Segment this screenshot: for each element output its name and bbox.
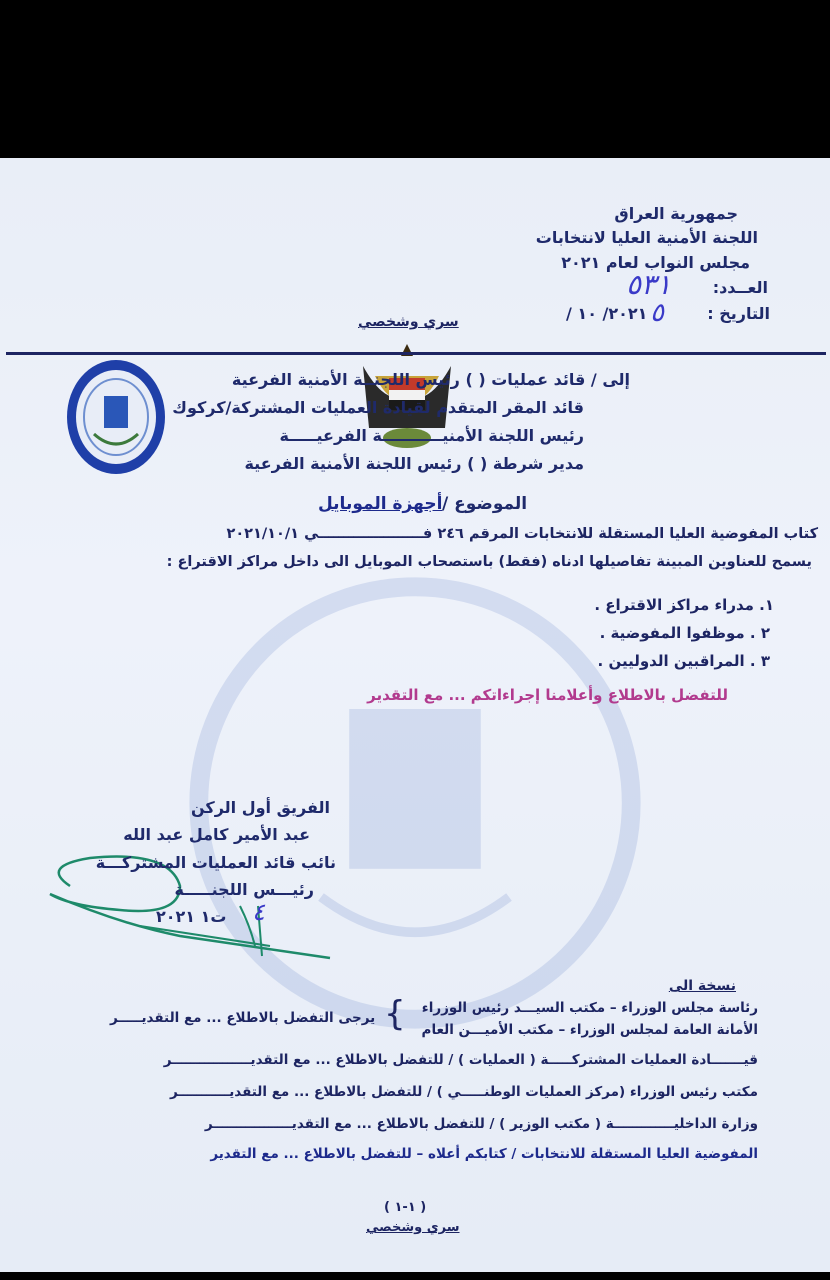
- signatory-title-2: رئيـــس اللجنـــــة: [174, 880, 314, 899]
- list-item-3: ٣ . المراقبين الدوليين .: [597, 652, 770, 670]
- copies-line-3: وزارة الداخليـــــــــــــة ( مكتب الوزير ) / للتفضل بالاطلاع ... مع التقديـــــــــــــــــر: [204, 1116, 758, 1132]
- list-item-1: ١. مدراء مراكز الاقتراع .: [594, 596, 774, 614]
- copies-line-2: مكتب رئيس الوزراء (مركز العمليات الوطنـــــي ) / للتفضل بالاطلاع ... مع التقديـــــــــــر: [170, 1084, 758, 1100]
- page-number: ( ١-١ ): [384, 1200, 427, 1215]
- subject-label: الموضوع /: [442, 494, 528, 514]
- signatory-rank: الفريق أول الركن: [191, 798, 330, 817]
- committee-seal-icon: [64, 356, 168, 478]
- header-committee: اللجنة الأمنية العليا لانتخابات: [535, 228, 758, 247]
- copies-line-4: المفوضية العليا المستقلة للانتخابات / كتابكم أعلاه – للتفضل بالاطلاع ... مع التقدير: [210, 1146, 758, 1162]
- copies-group-line-2: الأمانة العامة لمجلس الوزراء – مكتب الأميـــن العام: [421, 1022, 758, 1038]
- recipient-line-1: إلى / قائد عمليات ( ) رئيس اللجنــة الأمنية الفرعية: [231, 370, 630, 389]
- header-country: جمهورية العراق: [614, 204, 738, 223]
- list-item-2: ٢ . موظفوا المفوضية .: [599, 624, 770, 642]
- copies-line-1: قيـــــــادة العمليات المشتركـــــة ( العمليات ) / للتفضل بالاطلاع ... مع التقديـــــــــــــــــر: [163, 1052, 758, 1068]
- body-line-1: كتاب المفوضية العليا المستقلة للانتخابات المرقم ٢٤٦ فـــــــــــــــــــــي ٢٠٢١/١٠/١: [226, 526, 818, 542]
- signatory-title-1: نائب قائد العمليات المشتركـــة: [95, 853, 336, 872]
- recipient-line-3: رئيس اللجنة الأمنيـــــــــــة الفرعيـــــة: [279, 426, 584, 445]
- classification-footer: سري وشخصي: [366, 1220, 460, 1235]
- signatory-name: عبد الأمير كامل عبد الله: [123, 825, 310, 844]
- signature-date-printed: ت١ ٢٠٢١: [156, 907, 227, 926]
- recipient-line-4: مدير شرطة ( ) رئيس اللجنة الأمنية الفرعية: [244, 454, 584, 473]
- copies-header: نسخة الى: [668, 978, 736, 994]
- number-label: العــدد:: [712, 278, 768, 297]
- signature-date-day: ٤: [252, 898, 265, 926]
- header-divider: [6, 352, 826, 355]
- number-value: ٥٣١: [626, 268, 672, 301]
- date-day: ٥: [650, 298, 664, 328]
- classification-top: سري وشخصي: [358, 314, 459, 330]
- header-election: مجلس النواب لعام ٢٠٢١: [561, 253, 750, 272]
- recipient-line-2: قائد المقر المتقدم لقيادة العمليات المشتركة/كركوك: [172, 398, 584, 417]
- date-label: التاريخ :: [707, 304, 770, 323]
- copies-group-brace: {: [384, 994, 406, 1034]
- closing-line: للتفضل بالاطلاع وأعلامنا إجراءاتكم ... مع التقدير: [367, 686, 728, 704]
- date-printed: ٢٠٢١/ ١٠ /: [566, 304, 648, 323]
- top-black-bar: [0, 0, 830, 158]
- copies-group-note: يرجى التفضل بالاطلاع ... مع التقديـــــر: [110, 1010, 376, 1026]
- copies-group-line-1: رئاسة مجلس الوزراء – مكتب السيـــد رئيس الوزراء: [421, 1000, 758, 1016]
- subject-value: أجهزة الموبايل: [318, 494, 443, 514]
- body-line-2: يسمح للعناوين المبينة تفاصيلها ادناه (فقط) باستصحاب الموبايل الى داخل مراكز الاقتراع :: [166, 554, 812, 570]
- document-page: [0, 158, 830, 1272]
- bottom-black-bar: [0, 1272, 830, 1280]
